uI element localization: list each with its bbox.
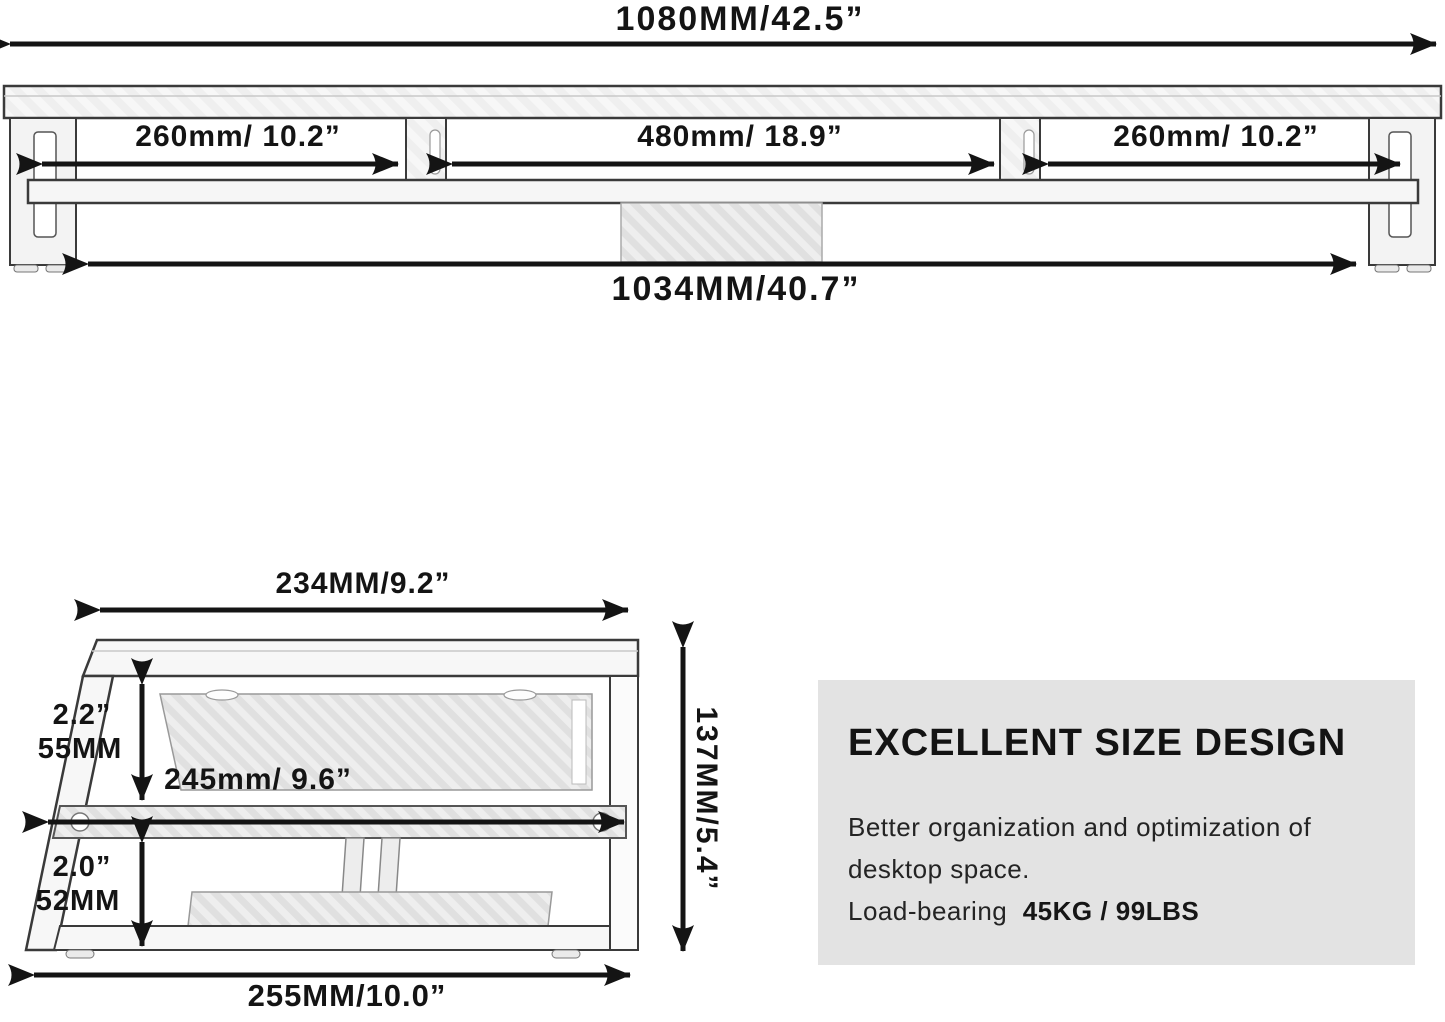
side-base bbox=[54, 926, 610, 958]
front-total-width-top-label: 1080MM/42.5” bbox=[615, 0, 865, 38]
info-line-1: Better organization and optimization of bbox=[848, 812, 1312, 842]
info-load-line bbox=[848, 890, 1311, 932]
side-bottom-width-label: 255MM/10.0” bbox=[247, 978, 447, 1013]
front-section-right-label: 260mm/ 10.2” bbox=[1113, 120, 1319, 153]
side-total-height-label: 137MM/5.4” bbox=[689, 706, 723, 892]
info-box-title: EXCELLENT SIZE DESIGN bbox=[848, 722, 1347, 764]
side-middle-width-label: 245mm/ 9.6” bbox=[164, 763, 352, 796]
size-design-info-box bbox=[818, 680, 1415, 965]
side-top-width-label: 234MM/9.2” bbox=[275, 567, 451, 600]
side-lower-clearance-inch-label: 2.0” bbox=[52, 851, 112, 883]
side-lower-structure bbox=[188, 838, 552, 926]
front-section-middle-label: 480mm/ 18.9” bbox=[637, 120, 843, 153]
side-view-drawing bbox=[26, 610, 683, 975]
info-box-body bbox=[848, 806, 1311, 932]
front-center-support bbox=[621, 203, 822, 262]
front-divider-right bbox=[1000, 118, 1040, 184]
load-bearing-value: 45KG / 99LBS bbox=[1022, 896, 1200, 926]
info-line-2: desktop space. bbox=[848, 854, 1030, 884]
side-upper-clearance-mm-label: 55MM bbox=[37, 733, 123, 765]
front-section-left-label: 260mm/ 10.2” bbox=[135, 120, 341, 153]
side-lower-clearance-mm-label: 52MM bbox=[35, 885, 121, 917]
side-upper-clearance-inch-label: 2.2” bbox=[52, 699, 112, 731]
front-divider-left bbox=[406, 118, 446, 184]
front-view-drawing bbox=[4, 44, 1441, 272]
front-total-width-bottom-label: 1034MM/40.7” bbox=[611, 270, 861, 308]
load-bearing-label: Load-bearing bbox=[848, 896, 1008, 926]
